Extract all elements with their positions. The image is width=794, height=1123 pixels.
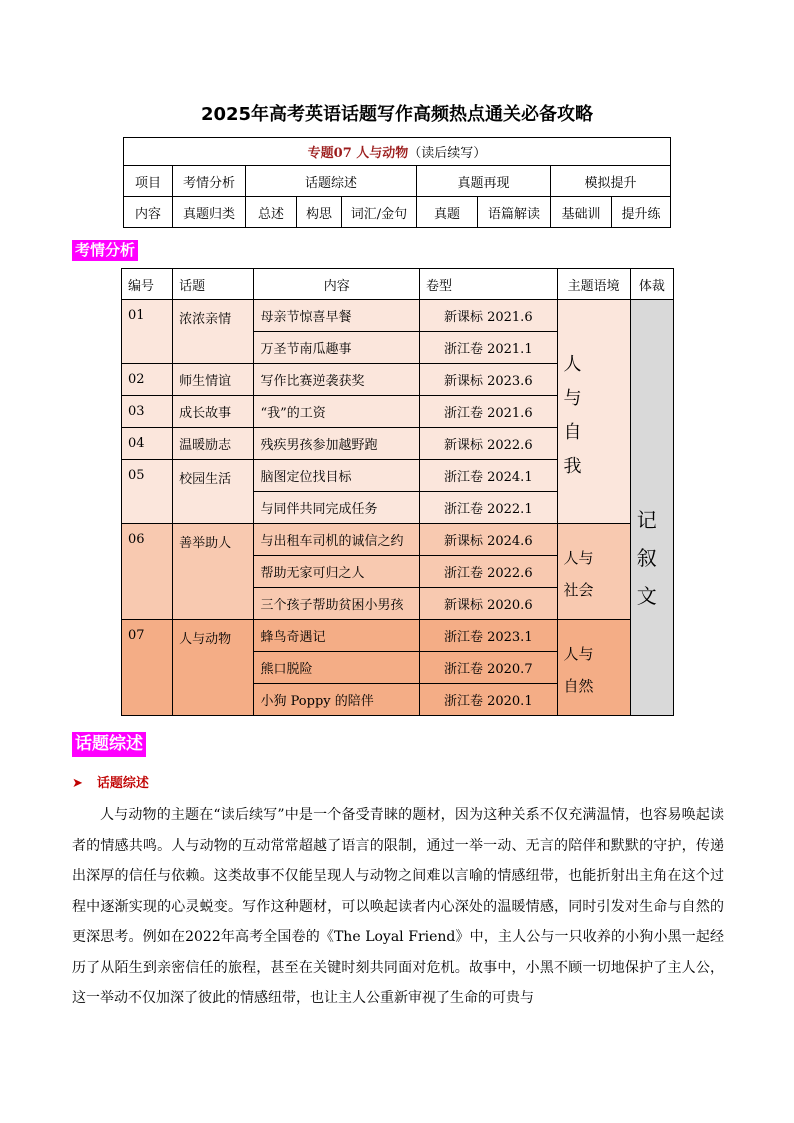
row-content: 母亲节惊喜早餐: [254, 300, 420, 332]
row-topic: 校园生活: [173, 460, 254, 524]
genre-narrative: 记 叙 文: [630, 300, 673, 716]
row-number: 06: [122, 524, 173, 620]
row-content: 小狗 Poppy 的陪伴: [254, 684, 420, 716]
section-tag-topic-overview: 话题综述: [72, 732, 146, 757]
row-paper: 浙江卷 2021.6: [420, 396, 557, 428]
row-paper: 新课标 2020.6: [420, 588, 557, 620]
row-content: 熊口脱险: [254, 652, 420, 684]
row-content: 万圣节南瓜趣事: [254, 332, 420, 364]
row-paper: 新课标 2024.6: [420, 524, 557, 556]
header-number: 编号: [122, 269, 173, 300]
row-number: 05: [122, 460, 173, 524]
row-paper: 浙江卷 2022.6: [420, 556, 557, 588]
nav-topic-overview: 话题综述: [246, 166, 417, 197]
row-content: 蜂鸟奇遇记: [254, 620, 420, 652]
row-paper: 新课标 2021.6: [420, 300, 557, 332]
row-number: 07: [122, 620, 173, 716]
context-self: 人 与 自 我: [557, 300, 630, 524]
row-paper: 浙江卷 2020.7: [420, 652, 557, 684]
row-number: 03: [122, 396, 173, 428]
row-paper: 新课标 2023.6: [420, 364, 557, 396]
subheading: [72, 772, 149, 791]
nav-summary: 总述: [246, 197, 297, 228]
topic-main: 专题07 人与动物: [307, 146, 409, 161]
context-society: 人与 社会: [557, 524, 630, 620]
row-paper: 浙江卷 2024.1: [420, 460, 557, 492]
nav-vocabulary: 词汇/金句: [342, 197, 417, 228]
overview-paragraph: 人与动物的主题在“读后续写”中是一个备受青睐的题材，因为这种关系不仅充满温情，也容易唤起读者的情感共鸣。人与动物的互动常常超越了语言的限制，通过一举一动、无言的陪伴和默默的守护，传递出深厚的信任与依赖。这类故事不仅能呈现人与动物之间难以言喻的情感纽带，也能折射出主角在这个过程中逐渐实现的心灵蜕变。写作这种题材，可以唤起读者内心深处的温暖情感，同时引发对生命与自然的更深思考。例如在2022年高考全国卷的《The Loyal Friend》中，主人公与一只收养的小狗小黑一起经历了从陌生到亲密信任的旅程，甚至在关键时刻共同面对危机。故事中，小黑不顾一切地保护了主人公，这一举动不仅加深了彼此的情感纽带，也让主人公重新审视了生命的可贵与: [72, 807, 724, 1006]
row-topic: 浓浓亲情: [173, 300, 254, 364]
row-topic: 善举助人: [173, 524, 254, 620]
table-row: [122, 524, 674, 556]
header-content: 内容: [254, 269, 420, 300]
nav-classification: 真题归类: [173, 197, 246, 228]
nav-exam-analysis: 考情分析: [173, 166, 246, 197]
row-content: 与同伴共同完成任务: [254, 492, 420, 524]
nav-real-questions: 真题再现: [417, 166, 551, 197]
nav-advanced-practice: 提升练: [612, 197, 671, 228]
topic-navigation-table: [123, 137, 671, 228]
header-topic: 话题: [173, 269, 254, 300]
row-paper: 浙江卷 2022.1: [420, 492, 557, 524]
row-paper: 浙江卷 2021.1: [420, 332, 557, 364]
header-genre: 体裁: [630, 269, 673, 300]
topic-paren: （读后续写）: [408, 146, 487, 161]
row-content: 帮助无家可归之人: [254, 556, 420, 588]
nav-label-content: 内容: [124, 197, 173, 228]
nav-conception: 构思: [297, 197, 342, 228]
nav-real-question: 真题: [417, 197, 478, 228]
row-content: 残疾男孩参加越野跑: [254, 428, 420, 460]
row-content: 与出租车司机的诚信之约: [254, 524, 420, 556]
row-topic: 人与动物: [173, 620, 254, 716]
row-paper: 新课标 2022.6: [420, 428, 557, 460]
row-content: 写作比赛逆袭获奖: [254, 364, 420, 396]
row-content: 脑图定位找目标: [254, 460, 420, 492]
table-header-row: [122, 269, 674, 300]
row-content: 三个孩子帮助贫困小男孩: [254, 588, 420, 620]
table-row: [122, 300, 674, 332]
nav-text-analysis: 语篇解读: [478, 197, 551, 228]
row-number: 01: [122, 300, 173, 364]
row-number: 02: [122, 364, 173, 396]
row-topic: 成长故事: [173, 396, 254, 428]
nav-label-project: 项目: [124, 166, 173, 197]
row-content: “我”的工资: [254, 396, 420, 428]
header-context: 主题语境: [557, 269, 630, 300]
context-nature: 人与 自然: [557, 620, 630, 716]
header-paper: 卷型: [420, 269, 557, 300]
section-tag-exam-analysis: 考情分析: [72, 240, 138, 261]
table-row: [122, 620, 674, 652]
nav-basic-training: 基础训: [551, 197, 612, 228]
subheading-text: 话题综述: [96, 776, 149, 791]
nav-simulation: 模拟提升: [551, 166, 671, 197]
row-paper: 浙江卷 2023.1: [420, 620, 557, 652]
row-paper: 浙江卷 2020.1: [420, 684, 557, 716]
topic-title: [124, 138, 671, 166]
row-topic: 师生情谊: [173, 364, 254, 396]
row-number: 04: [122, 428, 173, 460]
page-title: 2025年高考英语话题写作高频热点通关必备攻略: [200, 104, 594, 125]
row-topic: 温暖励志: [173, 428, 254, 460]
arrow-bullet-icon: ➤: [72, 776, 83, 791]
exam-analysis-table: [121, 268, 674, 716]
